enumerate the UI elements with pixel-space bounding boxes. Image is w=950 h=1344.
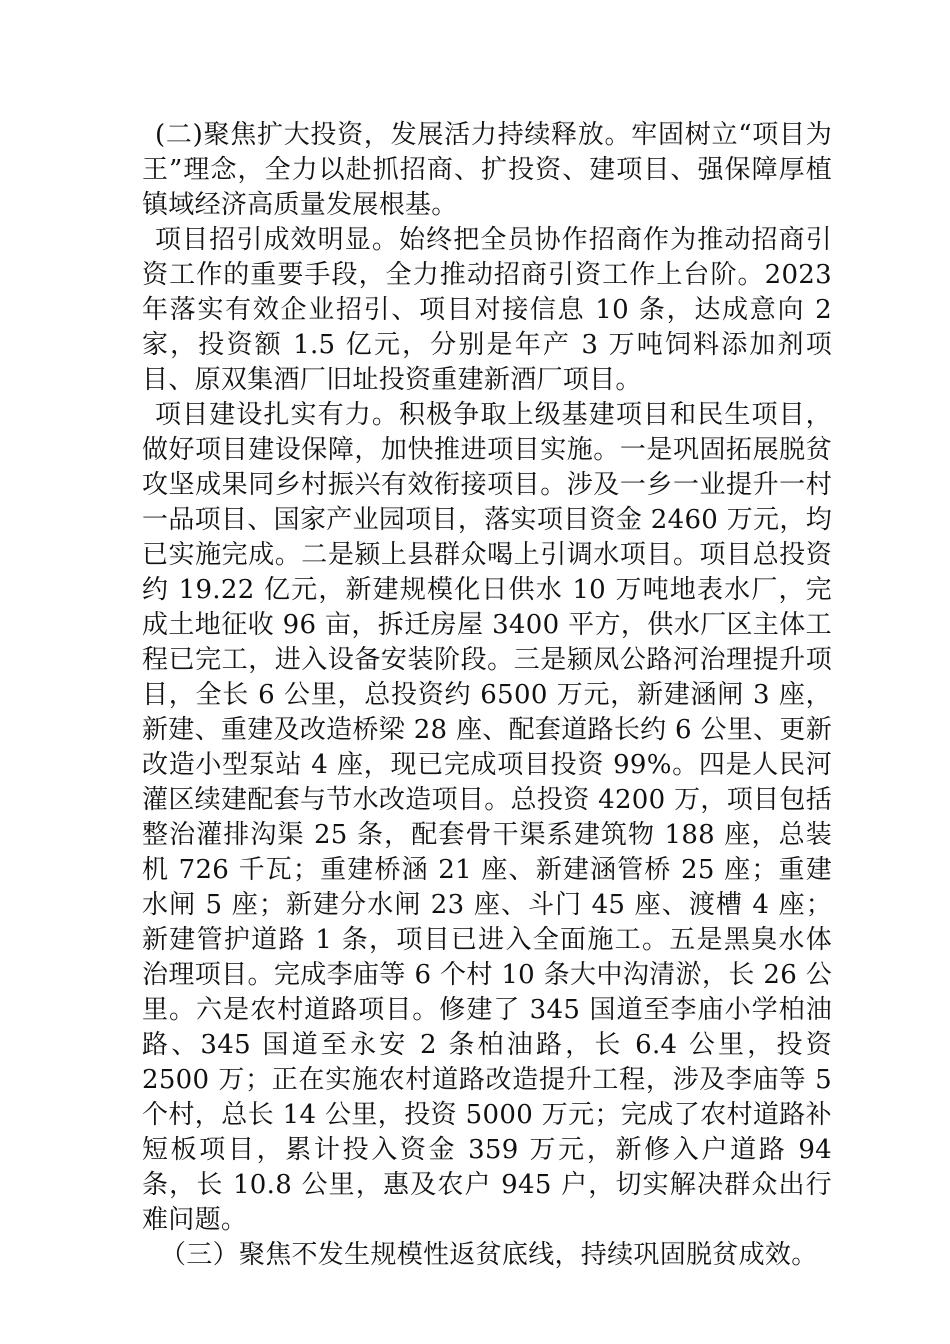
project-construction-paragraph: 项目建设扎实有力。积极争取上级基建项目和民生项目，做好项目建设保障，加快推进项目实施。一是巩固拓展脱贫攻坚成果同乡村振兴有效衔接项目。涉及一乡一业提升一村一品项目、国家产业园项目，落实项目资金 2460 万元，均已实施完成。二是颍上县群众喝上引调水项目。项目总投资约 19.22 亿元，新建规模化日供水 10 万吨地表水厂，完成土地征收 96 亩，拆迁房屋 3400 平方，供水厂区主体工程已完工，进入设备安装阶段。三是颍凤公路河治理提升项目，全长 6 公里，总投资约 6500 万元，新建涵闸 3 座，新建、重建及改造桥梁 28 座、配套道路长约 6 公里、更新改造小型泵站 4 座，现已完成项目投资 99%。四是人民河灌区续建配套与节水改造项目。总投资 4200 万，项目包括整治灌排沟渠 25 条，配套骨干渠系建筑物 188 座，总装机 726 千瓦；重建桥涵 21 座、新建涵管桥 25 座；重建水闸 5 座；新建分水闸 23 座、斗门 45 座、渡槽 4 座；新建管护道路 1 条，项目已进入全面施工。五是黑臭水体治理项目。完成李庙等 6 个村 10 条大中沟清淤，长 26 公里。六是农村道路项目。修建了 345 国道至李庙小学柏油路、345 国道至永安 2 条柏油路，长 6.4 公里，投资 2500 万；正在实施农村道路改造提升工程，涉及李庙等 5 个村，总长 14 公里，投资 5000 万元；完成了农村道路补短板项目，累计投入资金 359 万元，新修入户道路 94 条，长 10.8 公里，惠及农户 945 户，切实解决群众出行难问题。 [142, 400, 832, 1235]
section-2-heading: (二)聚焦扩大投资，发展活力持续释放。牢固树立“项目为王”理念，全力以赴抓招商、扩投资、建项目、强保障厚植镇域经济高质量发展根基。 [142, 120, 832, 220]
investment-attraction-paragraph: 项目招引成效明显。始终把全员协作招商作为推动招商引资工作的重要手段，全力推动招商引资工作上台阶。2023年落实有效企业招引、项目对接信息 10 条，达成意向 2 家，投资额 1.5 亿元，分别是年产 3 万吨饲料添加剂项目、原双集酒厂旧址投资重建新酒厂项目。 [142, 225, 832, 395]
document-page [142, 118, 832, 1273]
section-3-heading: （三）聚焦不发生规模性返贫底线，持续巩固脱贫成效。 [160, 1240, 818, 1270]
